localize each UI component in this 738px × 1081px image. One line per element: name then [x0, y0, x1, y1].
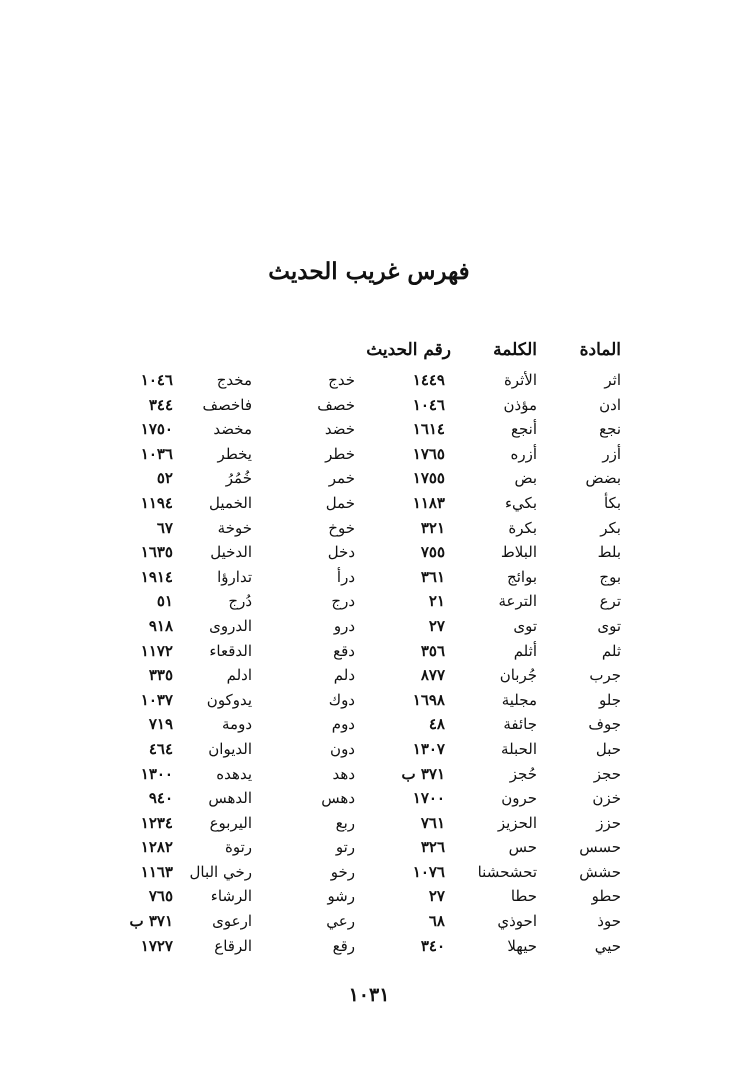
cell-hadith-number: ١٧٥٥ — [412, 469, 445, 488]
cell-material-2: خصف — [317, 395, 355, 414]
cell-material: حجز — [593, 764, 621, 783]
table-row — [0, 393, 738, 418]
cell-material-2: درج — [331, 592, 355, 611]
cell-hadith-number: ٤٨ — [428, 715, 445, 734]
cell-hadith-number: ٢٧ — [428, 616, 445, 635]
cell-material-2: خطر — [325, 444, 355, 463]
cell-word: بكرة — [508, 518, 537, 537]
cell-hadith-number: ١١٨٣ — [412, 493, 445, 512]
cell-material: ثلم — [601, 641, 621, 660]
table-row — [0, 417, 738, 442]
cell-word-2: يخطر — [217, 444, 252, 463]
cell-hadith-number-2: ٥٢ — [156, 469, 173, 488]
cell-word: بض — [514, 469, 537, 488]
cell-word: بكيء — [504, 493, 537, 512]
cell-material-2: دوم — [331, 715, 355, 734]
cell-material-2: رشو — [327, 887, 355, 906]
cell-material-2: خمل — [325, 493, 355, 512]
cell-material-2: ربع — [335, 813, 355, 832]
cell-material-2: دخل — [327, 543, 355, 562]
cell-hadith-number-2: ١٠٤٦ — [140, 371, 173, 389]
cell-hadith-number: ٢١ — [428, 592, 445, 611]
cell-word-2: خوخة — [217, 518, 252, 537]
cell-hadith-number-2: ٣٤٤ — [148, 395, 173, 414]
cell-material: حبل — [595, 739, 621, 758]
cell-material: حسس — [579, 838, 621, 857]
cell-word-2: الدهس — [208, 789, 252, 808]
cell-word-2: رتوة — [224, 838, 252, 857]
cell-hadith-number: ١٠٤٦ — [412, 395, 445, 414]
cell-word-2: الخميل — [209, 493, 252, 512]
cell-hadith-number: ٣٥٦ — [420, 641, 445, 660]
cell-word-2: تدارؤا — [217, 567, 252, 586]
cell-word: حيهلا — [507, 936, 537, 955]
cell-hadith-number: ٣٢١ — [420, 518, 445, 537]
cell-hadith-number: ١٦١٤ — [412, 420, 445, 439]
cell-hadith-number: ١٧٠٠ — [412, 789, 445, 808]
cell-material-2: خوخ — [328, 518, 355, 537]
cell-word-2: يدوكون — [206, 690, 252, 709]
cell-word: أنجع — [510, 420, 537, 439]
cell-material: جرب — [589, 666, 621, 685]
cell-material: ادن — [599, 395, 621, 414]
table-row — [0, 516, 738, 541]
cell-material: بكأ — [603, 493, 621, 512]
cell-word-2: دومة — [222, 715, 252, 734]
cell-material: توى — [597, 616, 621, 635]
cell-word-2: الرشاء — [210, 887, 252, 906]
table-row — [0, 540, 738, 565]
cell-hadith-number-2: ٩١٨ — [148, 616, 173, 635]
cell-material-2: خمر — [328, 469, 355, 488]
cell-word: الحبلة — [501, 739, 537, 758]
cell-hadith-number-2: ١٠٣٦ — [140, 444, 173, 463]
cell-hadith-number-2: ٧٦٥ — [148, 887, 173, 906]
cell-word: حس — [508, 838, 537, 857]
page-title: فهرس غريب الحديث — [268, 258, 470, 285]
cell-hadith-number-2: ٤٦٤ — [148, 739, 173, 758]
header-word: الكلمة — [493, 340, 537, 360]
cell-word: احوذي — [497, 912, 537, 931]
header-hadith-number: رقم الحديث — [366, 340, 451, 360]
cell-word: حرون — [501, 789, 537, 808]
cell-material: حشش — [579, 862, 621, 881]
cell-material: حيي — [594, 936, 621, 955]
cell-hadith-number: ١٠٧٦ — [412, 862, 445, 881]
table-row — [0, 491, 738, 516]
cell-word-2: الديوان — [208, 739, 252, 758]
cell-hadith-number: ٢٧ — [428, 887, 445, 906]
cell-hadith-number: ٨٧٧ — [420, 666, 445, 685]
cell-word: الترعة — [498, 592, 537, 611]
cell-hadith-number: ٣٦١ — [420, 567, 445, 586]
table-row — [0, 663, 738, 688]
cell-material: نجع — [599, 420, 621, 439]
cell-material-2: رخو — [330, 862, 355, 881]
cell-hadith-number-2: ١٢٣٤ — [140, 813, 173, 832]
cell-material: بضض — [585, 469, 621, 488]
cell-material: حوذ — [597, 912, 621, 931]
cell-material: خزن — [592, 789, 621, 808]
cell-material-2: دقع — [333, 641, 355, 660]
cell-material-2: دهد — [332, 764, 355, 783]
cell-word: الأثرة — [503, 371, 537, 389]
cell-hadith-number-2: ١٦٣٥ — [140, 543, 173, 562]
cell-material: ترع — [599, 592, 621, 611]
table-row — [0, 786, 738, 811]
table-row — [0, 688, 738, 713]
cell-word-2: مخضد — [213, 420, 252, 439]
cell-hadith-number: ٧٦١ — [420, 813, 445, 832]
cell-hadith-number: ٣٧١ ب — [401, 764, 445, 783]
table-row — [0, 712, 738, 737]
cell-word: مجلية — [501, 690, 537, 709]
cell-material: بوج — [599, 567, 621, 586]
cell-word: حُجز — [509, 764, 537, 783]
cell-material-2: رتو — [335, 838, 355, 857]
cell-material-2: دوك — [328, 690, 355, 709]
cell-word: أثلم — [513, 641, 537, 660]
table-row — [0, 589, 738, 614]
table-row — [0, 884, 738, 909]
header-material: المادة — [579, 340, 621, 360]
table-row — [0, 860, 738, 885]
cell-material: اثر — [604, 371, 621, 389]
cell-material-2: خضد — [324, 420, 355, 439]
cell-material: بكر — [600, 518, 621, 537]
cell-word: تحشحشنا — [477, 862, 537, 881]
cell-word-2: رخي البال — [189, 862, 252, 881]
cell-material-2: دهس — [321, 789, 355, 808]
cell-hadith-number-2: ١٩١٤ — [140, 567, 173, 586]
cell-hadith-number-2: ١٠٣٧ — [140, 690, 173, 709]
cell-hadith-number: ٣٢٦ — [420, 838, 445, 857]
cell-hadith-number: ٣٤٠ — [420, 936, 445, 955]
cell-word: جائفة — [503, 715, 537, 734]
cell-material-2: درأ — [336, 567, 355, 586]
cell-word: توى — [513, 616, 537, 635]
table-row — [0, 737, 738, 762]
cell-material: جلو — [599, 690, 621, 709]
cell-material: جوف — [588, 715, 621, 734]
cell-hadith-number-2: ٩٤٠ — [148, 789, 173, 808]
cell-word-2: خُمُرُ — [225, 469, 252, 488]
cell-word-2: فاخصف — [202, 395, 252, 414]
cell-material-2: دلم — [333, 666, 355, 685]
cell-word-2: دُرج — [228, 592, 252, 611]
cell-word: بوائج — [507, 567, 537, 586]
cell-word-2: الدقعاء — [209, 641, 252, 660]
cell-material: حطو — [591, 887, 621, 906]
cell-word-2: يدهده — [216, 764, 252, 783]
cell-hadith-number-2: ١١٧٢ — [140, 641, 173, 660]
cell-hadith-number: ١٤٤٩ — [412, 371, 445, 389]
cell-material-2: رقع — [332, 936, 355, 955]
index-table — [0, 368, 738, 958]
cell-word-2: ارعوى — [212, 912, 252, 931]
page-number: ١٠٣١ — [348, 984, 390, 1006]
table-row — [0, 934, 738, 959]
table-row — [0, 835, 738, 860]
table-row — [0, 909, 738, 934]
cell-hadith-number: ٧٥٥ — [420, 543, 445, 562]
cell-material-2: درو — [333, 616, 355, 635]
cell-hadith-number-2: ٥١ — [156, 592, 173, 611]
cell-word-2: اليربوع — [209, 813, 252, 832]
table-row — [0, 466, 738, 491]
table-row — [0, 762, 738, 787]
table-row — [0, 442, 738, 467]
cell-word-2: ادلم — [226, 666, 252, 685]
cell-word-2: الدروى — [209, 616, 252, 635]
cell-word: أزره — [510, 444, 537, 463]
table-row — [0, 565, 738, 590]
table-row — [0, 614, 738, 639]
cell-hadith-number-2: ٦٧ — [156, 518, 173, 537]
cell-material: حزز — [596, 813, 621, 832]
table-row — [0, 811, 738, 836]
cell-hadith-number-2: ١٢٨٢ — [140, 838, 173, 857]
cell-word-2: الرقاع — [214, 936, 252, 955]
cell-hadith-number-2: ١٣٠٠ — [140, 764, 173, 783]
cell-word: البلاط — [500, 543, 537, 562]
cell-word: جُربان — [499, 666, 537, 685]
cell-word-2: الدخيل — [210, 543, 252, 562]
table-row — [0, 368, 738, 393]
cell-material-2: رعي — [326, 912, 355, 931]
cell-word: مؤذن — [503, 395, 537, 414]
cell-hadith-number: ١٧٦٥ — [412, 444, 445, 463]
table-row — [0, 639, 738, 664]
cell-hadith-number-2: ٧١٩ — [148, 715, 173, 734]
cell-hadith-number-2: ١٧٢٧ — [140, 936, 173, 955]
cell-material-2: دون — [330, 739, 355, 758]
cell-hadith-number-2: ٣٣٥ — [148, 666, 173, 685]
cell-hadith-number: ١٣٠٧ — [412, 739, 445, 758]
cell-hadith-number-2: ١١٦٣ — [140, 862, 173, 881]
cell-material-2: خدج — [328, 371, 355, 389]
cell-material: أزر — [602, 444, 621, 463]
cell-word-2: مخدج — [216, 371, 252, 389]
cell-material: بلط — [597, 543, 621, 562]
cell-word: حطا — [510, 887, 537, 906]
cell-hadith-number-2: ١١٩٤ — [140, 493, 173, 512]
cell-hadith-number: ١٦٩٨ — [412, 690, 445, 709]
cell-hadith-number-2: ٣٧١ ب — [129, 912, 173, 931]
cell-hadith-number-2: ١٧٥٠ — [140, 420, 173, 439]
cell-hadith-number: ٦٨ — [428, 912, 445, 931]
cell-word: الحزيز — [497, 813, 537, 832]
